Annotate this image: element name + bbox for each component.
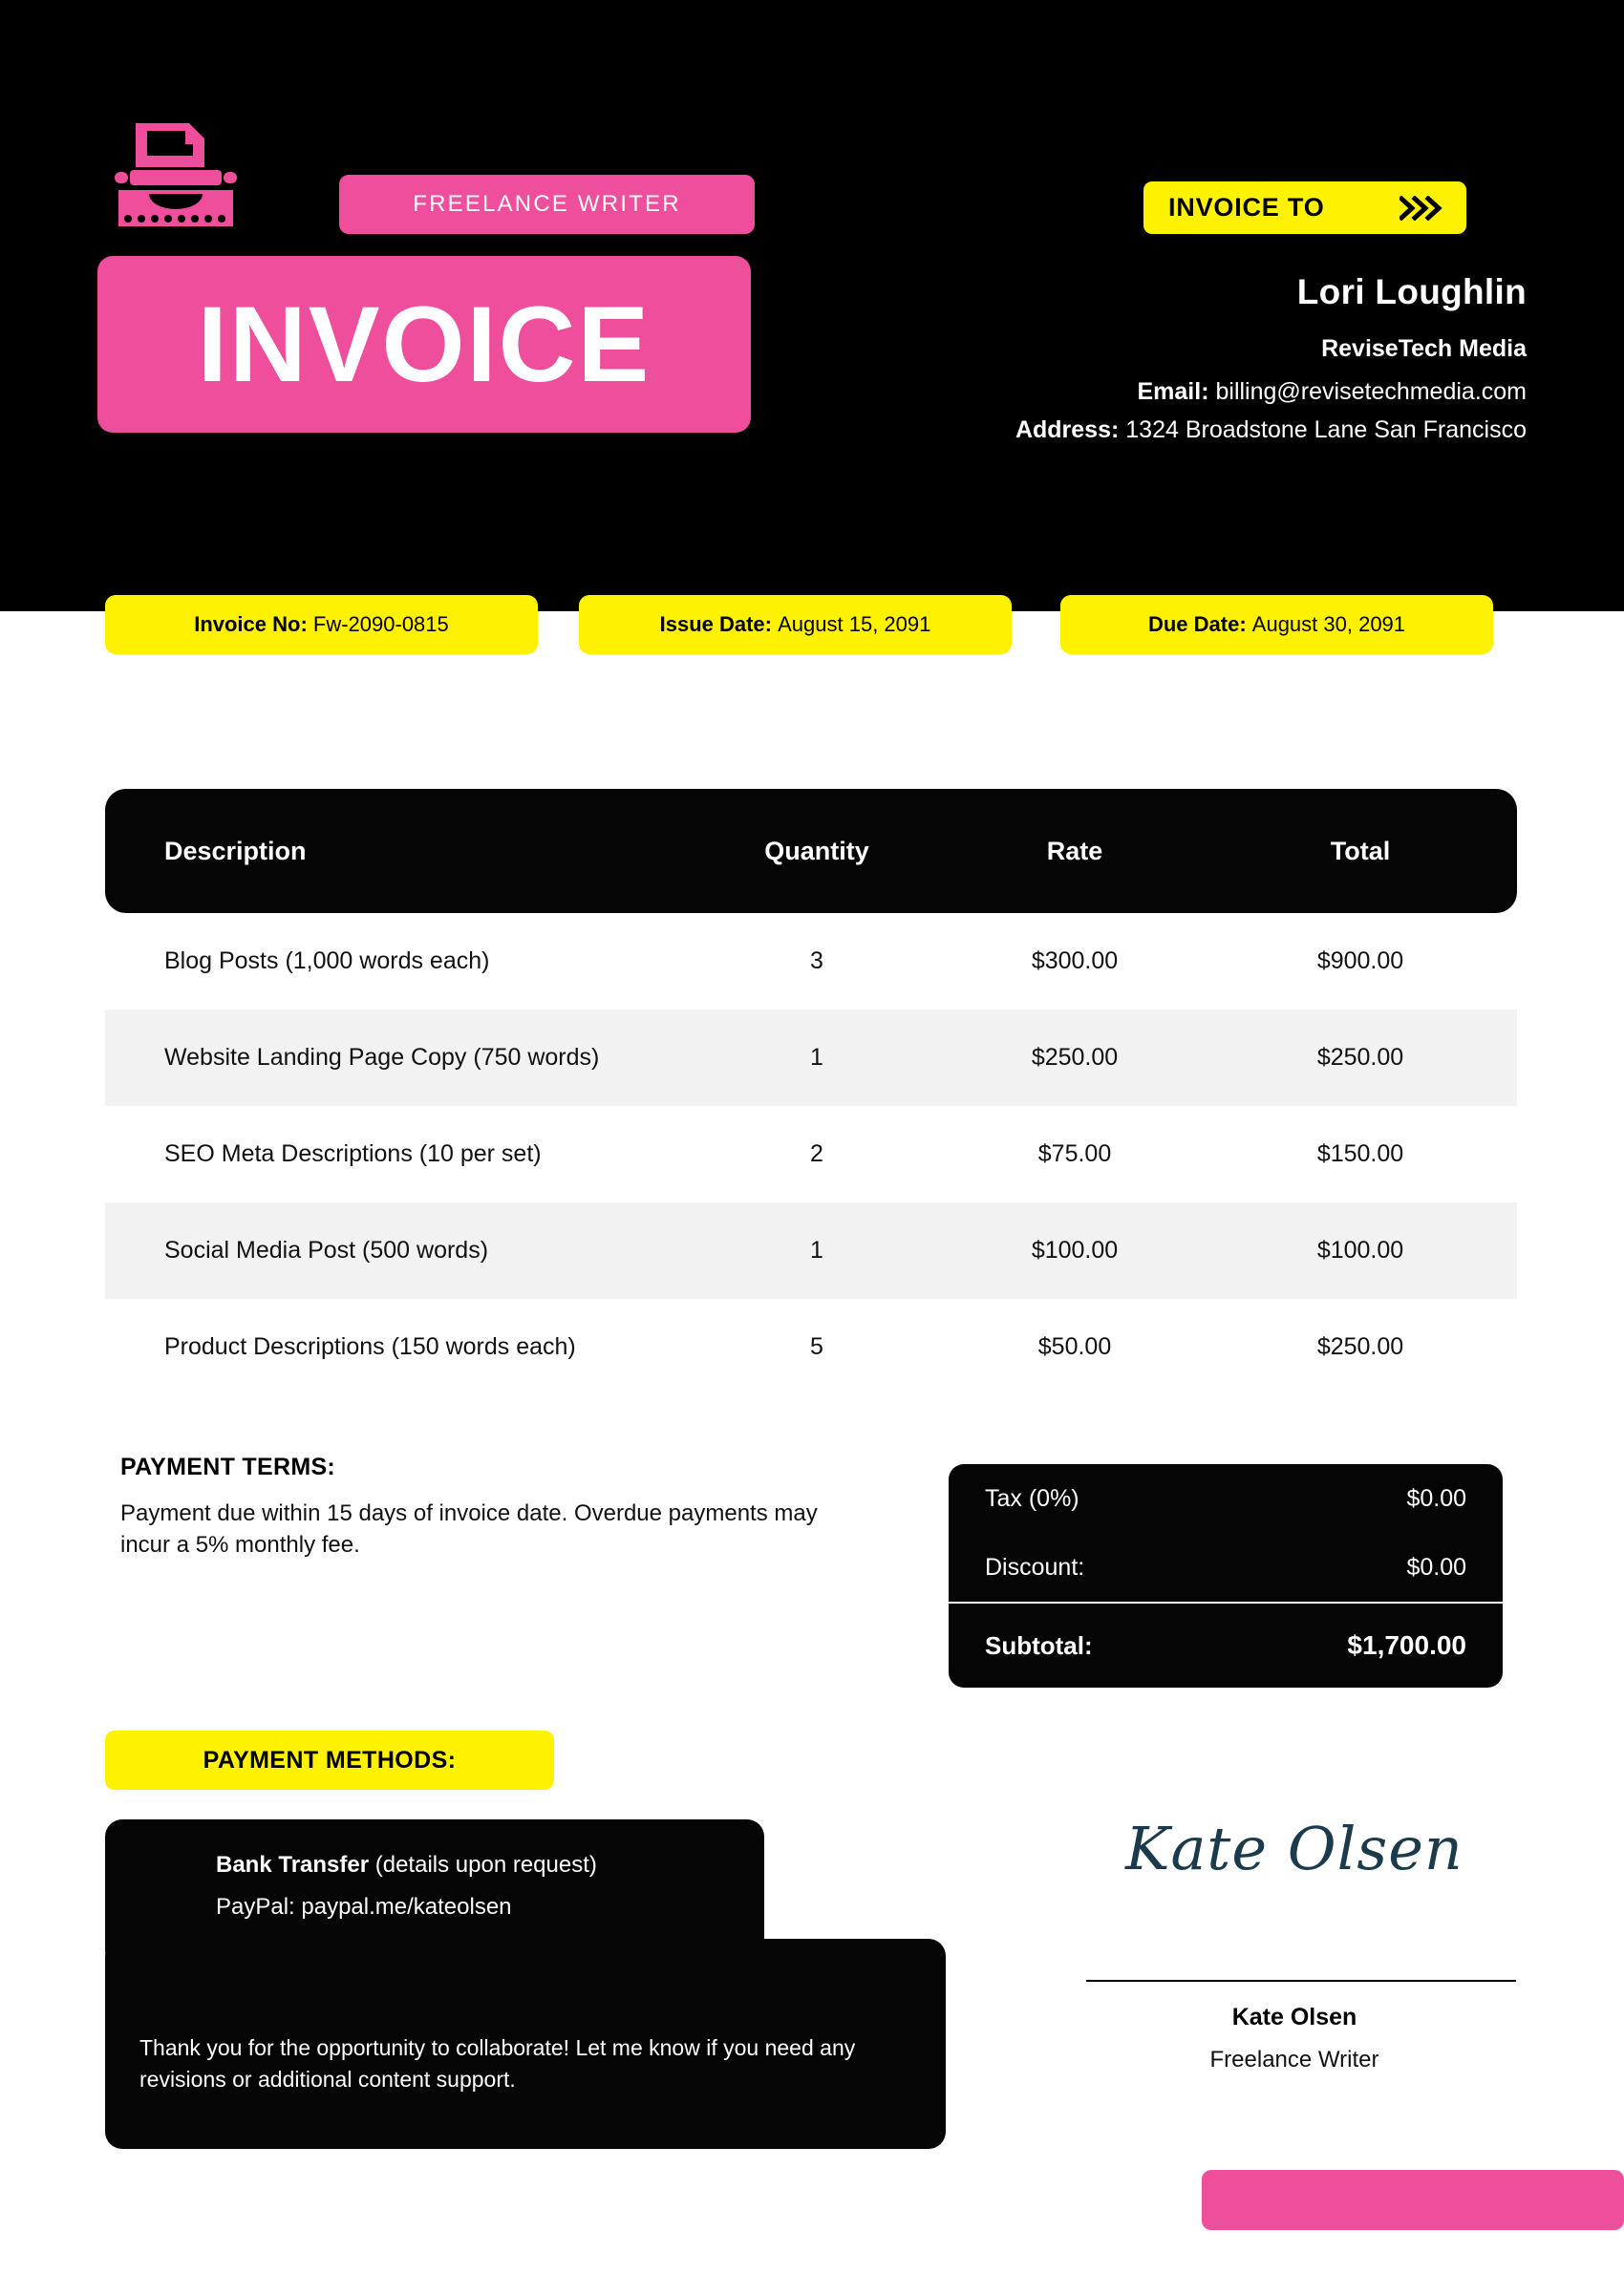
table-row — [105, 1202, 1517, 1299]
client-company: ReviseTech Media — [1321, 335, 1527, 362]
discount-label: Discount: — [985, 1553, 1085, 1581]
row-total: $100.00 — [1316, 1237, 1404, 1264]
row-total: $250.00 — [1316, 1044, 1404, 1071]
paypal-line: PayPal: paypal.me/kateolsen — [216, 1894, 512, 1920]
table-row — [105, 913, 1517, 1010]
client-address-label: Address: — [1015, 416, 1120, 443]
row-description: Blog Posts (1,000 words each) — [164, 947, 490, 974]
column-header-rate: Rate — [1046, 836, 1103, 865]
subtotal-row — [985, 1604, 1466, 1688]
totals-box — [949, 1464, 1503, 1688]
client-name: Lori Loughlin — [1296, 272, 1527, 311]
row-quantity: 5 — [810, 1333, 823, 1360]
client-details — [590, 272, 1527, 455]
row-quantity: 2 — [810, 1140, 823, 1167]
table-row — [105, 1106, 1517, 1202]
line-items-table-body — [105, 913, 1517, 1395]
issue-date-label: Issue Date: — [659, 612, 772, 636]
row-rate: $100.00 — [1031, 1237, 1119, 1264]
client-email-value: billing@revisetechmedia.com — [1215, 378, 1527, 405]
row-rate: $75.00 — [1037, 1140, 1112, 1167]
issue-date-badge — [579, 595, 1012, 654]
typewriter-icon — [109, 119, 243, 229]
payment-terms-title: PAYMENT TERMS: — [120, 1454, 336, 1480]
table-row — [105, 1010, 1517, 1106]
line-items-table-header — [105, 789, 1517, 913]
discount-row — [985, 1533, 1466, 1602]
bank-transfer-line — [216, 1852, 764, 1879]
column-header-description: Description — [164, 836, 307, 865]
invoice-to-label: INVOICE TO — [1168, 193, 1325, 222]
role-badge-label: FREELANCE WRITER — [413, 191, 681, 217]
row-quantity: 3 — [810, 947, 823, 974]
subtotal-label: Subtotal: — [985, 1630, 1093, 1660]
signer-role: Freelance Writer — [1209, 2047, 1379, 2073]
due-date-badge — [1060, 595, 1493, 654]
issue-date-value: August 15, 2091 — [778, 612, 931, 636]
row-rate: $250.00 — [1031, 1044, 1119, 1071]
signature-script: Kate Olsen — [1125, 1814, 1464, 1883]
page-title: INVOICE — [197, 284, 652, 404]
thank-you-note-box — [105, 1939, 946, 2149]
row-quantity: 1 — [810, 1044, 823, 1071]
invoice-to-badge — [1143, 181, 1466, 234]
bank-transfer-label: Bank Transfer — [216, 1852, 370, 1878]
signature-line — [1086, 1980, 1516, 1982]
client-email-row — [590, 378, 1527, 406]
invoice-number-badge — [105, 595, 538, 654]
client-address-value: 1324 Broadstone Lane San Francisco — [1125, 416, 1527, 443]
triple-chevron-right-icon — [1400, 196, 1443, 221]
row-description: Social Media Post (500 words) — [164, 1237, 489, 1264]
row-description: SEO Meta Descriptions (10 per set) — [164, 1140, 542, 1167]
bank-transfer-detail: (details upon request) — [369, 1852, 597, 1878]
row-description: Product Descriptions (150 words each) — [164, 1333, 576, 1360]
row-total: $150.00 — [1316, 1140, 1404, 1167]
payment-methods-box — [105, 1819, 764, 1967]
payment-methods-badge — [105, 1731, 554, 1790]
row-total: $900.00 — [1316, 947, 1404, 974]
column-header-quantity: Quantity — [764, 836, 869, 865]
invoice-number-label: Invoice No: — [194, 612, 308, 636]
row-rate: $300.00 — [1031, 947, 1119, 974]
client-address-row — [590, 416, 1527, 444]
due-date-value: August 30, 2091 — [1251, 612, 1406, 636]
subtotal-value: $1,700.00 — [1347, 1630, 1466, 1660]
tax-label: Tax (0%) — [985, 1484, 1079, 1512]
row-quantity: 1 — [810, 1237, 823, 1264]
row-rate: $50.00 — [1037, 1333, 1112, 1360]
signer-name: Kate Olsen — [1231, 2004, 1357, 2030]
bottom-accent-bar — [1202, 2170, 1624, 2230]
payment-terms-section — [120, 1454, 846, 1561]
table-row — [105, 1299, 1517, 1395]
row-total: $250.00 — [1316, 1333, 1404, 1360]
client-email-label: Email: — [1137, 378, 1209, 405]
row-description: Website Landing Page Copy (750 words) — [164, 1044, 600, 1071]
payment-methods-label: PAYMENT METHODS: — [203, 1746, 457, 1774]
due-date-label: Due Date: — [1147, 612, 1247, 636]
thank-you-note-text: Thank you for the opportunity to collaborate! Let me know if you need any revisions or additional content support. — [139, 2035, 856, 2092]
invoice-number-value: Fw-2090-0815 — [312, 612, 449, 636]
column-header-total: Total — [1330, 836, 1391, 865]
tax-value: $0.00 — [1406, 1484, 1466, 1512]
role-badge — [339, 175, 755, 234]
discount-value: $0.00 — [1406, 1553, 1466, 1581]
tax-row — [985, 1464, 1466, 1533]
payment-terms-body: Payment due within 15 days of invoice date. Overdue payments may incur a 5% monthly fee. — [120, 1500, 818, 1558]
